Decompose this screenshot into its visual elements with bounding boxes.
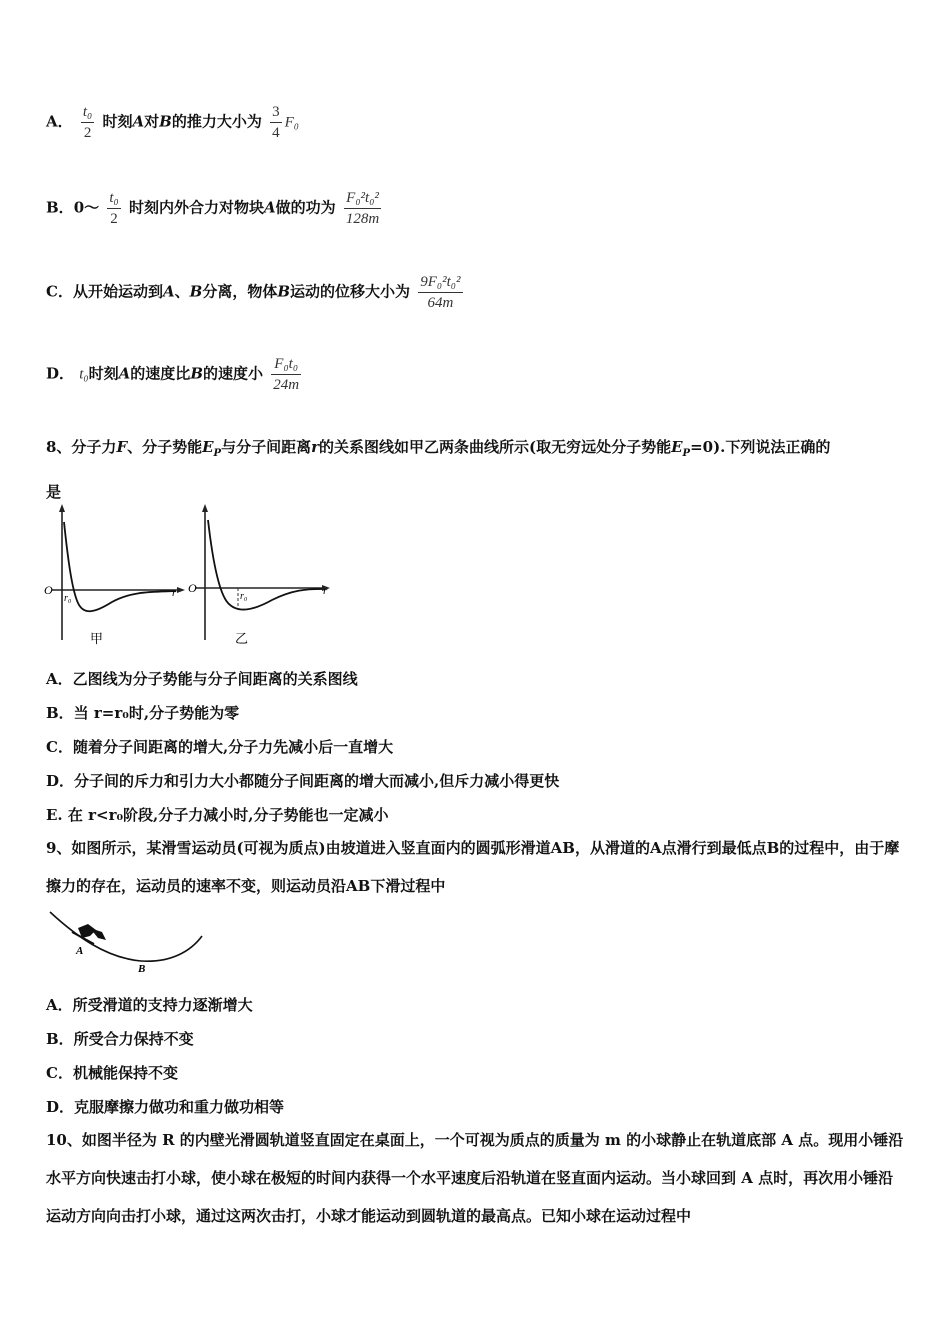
origin-label: O [188,581,197,595]
q7-option-b: B．0～ $\frac{\text{t₀}}{2}$ 时刻内外合力对物块A做的功为 $\frac{\text{F₀²t₀²}}{128m}$ [46,190,380,227]
fraction: $\frac{\text{t₀}}{2}$ [82,104,93,141]
fraction: $\frac{\text{t₀}}{2}$ [109,190,119,227]
caption-jia: 甲 [90,631,104,646]
q9-option-d: D．克服摩擦力做功和重力做功相等 [46,1098,285,1116]
label-b: B [138,963,146,975]
fraction: $\frac{\text{9F₀²t₀²}}{64m}$ [420,274,461,311]
option-label: C． [46,282,73,301]
axis-label: r [323,585,328,597]
q10-stem: 10、如图半径为 R 的内壁光滑圆轨道竖直固定在桌面上，一个可视为质点的质量为 m 的小球静止在轨道底部 A 点。现用小锤沿水平方向快速击打小球，使小球在极短的时间内获得一个水平速度后沿轨道在竖直面内运动。当小球回到 A 点时，再次用小锤沿运动方向向击打小球，通过这两次击打，小球才能运动到圆轨道的最高点。已知小球在运动过程中 [46,1131,904,1225]
option-label: B． [46,198,74,217]
origin-label: O [44,583,53,597]
q9-option-b: B．所受合力保持不变 [46,1030,194,1048]
fraction: $\frac{\text{F₀t₀}}{24m}$ [273,356,300,393]
q8-option-d: D．分子间的斥力和引力大小都随分子间距离的增大而减小,但斥力减小得更快 [46,772,560,790]
option-label: D． [46,364,75,383]
q8-option-b: B．当 r=r₀时,分子势能为零 [46,704,240,722]
graph-jia [44,504,185,646]
caption-yi: 乙 [235,631,249,646]
q8-stem: 8、分子力F、分子势能$E_P$与分子间距离r的关系图线如甲乙两条曲线所示(取无穷远处分子势能$E_P=0$).下列说法正确的 是 [46,438,831,501]
option-label: A． [46,112,73,131]
q7-option-c: C．从开始运动到A、B分离，物体B运动的位移大小为 $\frac{\text{9F₀²t₀²}}{64m}$ [46,274,461,311]
axis-label: r [172,587,177,599]
q9-option-c: C．机械能保持不变 [46,1064,178,1082]
q9-stem: 9、如图所示，某滑雪运动员(可视为质点)由坡道进入竖直面内的圆弧形滑道AB，从滑道的A点滑行到最低点B的过程中，由于摩擦力的存在，运动员的速率不变，则运动员沿AB下滑过程中 [46,839,900,895]
q9-figure [46,906,216,976]
graph-yi [188,504,330,646]
skier-icon [72,924,106,944]
r0-label: r₀ [64,593,72,604]
r0-label: r₀ [240,591,248,602]
fraction: $\frac{3}{4}$ [272,104,280,141]
label-a: A [76,945,84,957]
q8-option-e: E. 在 r<r₀阶段,分子力减小时,分子势能也一定减小 [46,806,389,824]
q8-graphs [40,500,340,650]
q9-option-a: A．所受滑道的支持力逐渐增大 [46,996,253,1014]
q8-option-a: A．乙图线为分子势能与分子间距离的关系图线 [46,670,358,688]
q7-option-a: A． $\frac{\text{t₀}}{2}$ 时刻A对B的推力大小为 $\frac{3}{4}$ F₀ [46,104,299,141]
q8-option-c: C．随着分子间距离的增大,分子力先减小后一直增大 [46,738,394,756]
q7-option-d: D． t₀时刻A的速度比B的速度小 $\frac{\text{F₀t₀}}{24m}$ [46,356,300,393]
fraction: $\frac{\text{F₀²t₀²}}{128m}$ [345,190,380,227]
